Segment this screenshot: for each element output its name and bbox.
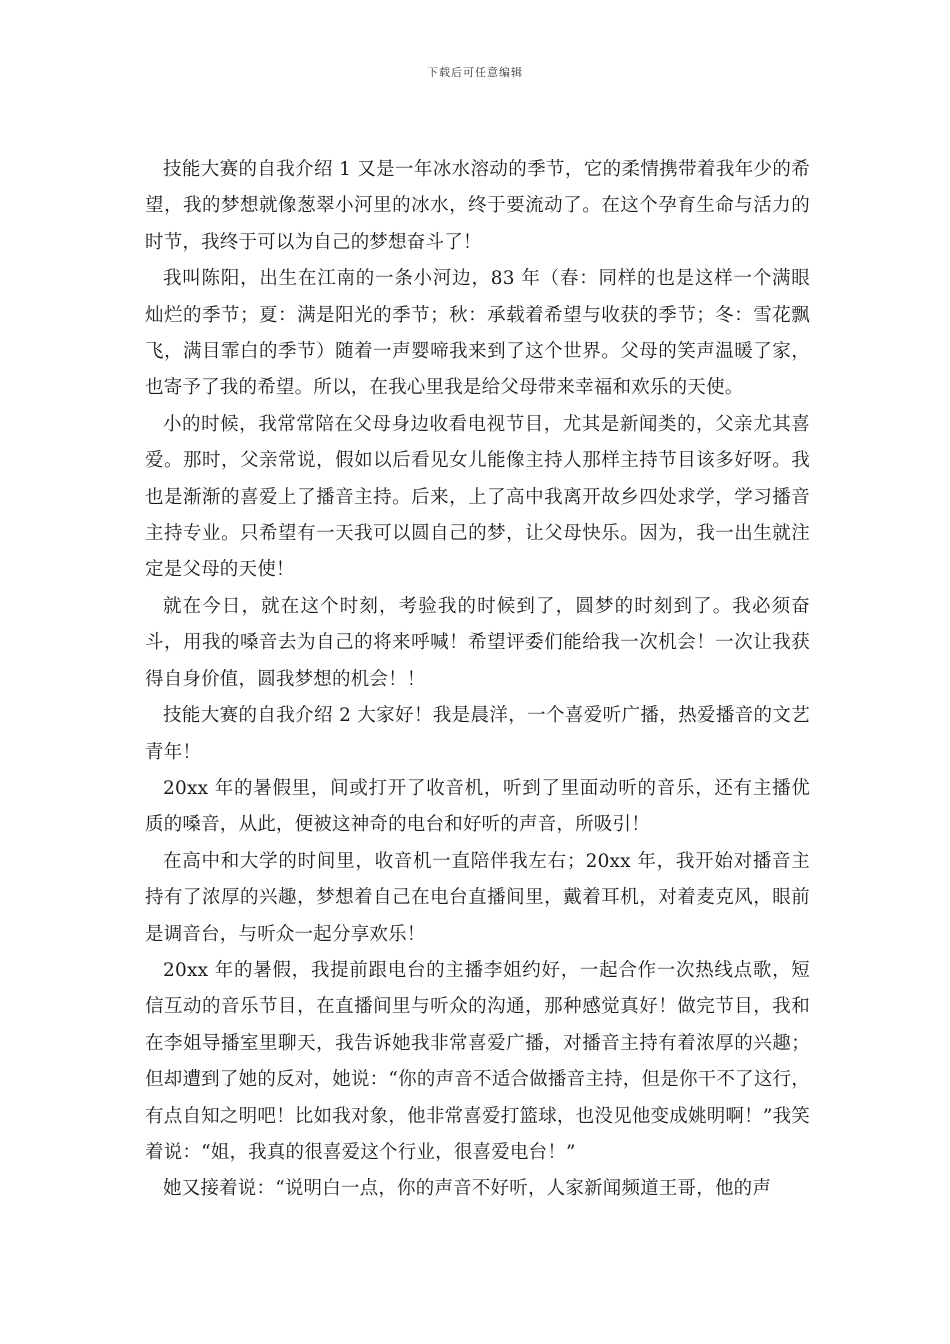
page-header-note: 下载后可任意编辑 xyxy=(427,66,523,79)
paragraph: 20xx 年的暑假里，间或打开了收音机，听到了里面动听的音乐，还有主播优质的嗓音，从此，便被这神奇的电台和好听的声音，所吸引！ xyxy=(145,777,810,836)
paragraph: 在高中和大学的时间里，收音机一直陪伴我左右；20xx 年，我开始对播音主持有了浓厚的兴趣，梦想着自己在电台直播间里，戴着耳机，对着麦克风，眼前是调音台，与听众一起分享欢乐！ xyxy=(145,850,810,945)
paragraph: 20xx 年的暑假，我提前跟电台的主播李姐约好，一起合作一次热线点歌，短信互动的音乐节目，在直播间里与听众的沟通，那种感觉真好！做完节目，我和在李姐导播室里聊天，我告诉她我非常喜爱广播，对播音主持有着浓厚的兴趣；但却遭到了她的反对，她说：“你的声音不适合做播音主持，但是你干不了这行，有点自知之明吧！比如我对象，他非常喜爱打篮球，也没见他变成姚明啊！”我笑着说：“姐，我真的很喜爱这个行业，很喜爱电台！” xyxy=(145,959,810,1163)
paragraph: 就在今日，就在这个时刻，考验我的时候到了，圆梦的时刻到了。我必须奋斗，用我的嗓音去为自己的将来呼喊！希望评委们能给我一次机会！一次让我获得自身价值，圆我梦想的机会！！ xyxy=(145,595,810,690)
document-body xyxy=(145,152,810,1208)
paragraph: 技能大赛的自我介绍 2 大家好！我是晨洋，一个喜爱听广播，热爱播音的文艺青年！ xyxy=(145,705,810,763)
paragraph: 小的时候，我常常陪在父母身边收看电视节目，尤其是新闻类的，父亲尤其喜爱。那时，父亲常说，假如以后看见女儿能像主持人那样主持节目该多好呀。我也是渐渐的喜爱上了播音主持。后来，上了高中我离开故乡四处求学，学习播音主持专业。只希望有一天我可以圆自己的梦，让父母快乐。因为，我一出生就注定是父母的天使！ xyxy=(145,413,810,581)
paragraph: 她又接着说：“说明白一点，你的声音不好听，人家新闻频道王哥，他的声 xyxy=(163,1178,772,1200)
paragraph: 我叫陈阳，出生在江南的一条小河边，83 年（春：同样的也是这样一个满眼灿烂的季节；夏：满是阳光的季节；秋：承载着希望与收获的季节；冬：雪花飘飞，满目霏白的季节）随着一声婴啼我来到了这个世界。父母的笑声温暖了家，也寄予了我的希望。所以，在我心里我是给父母带来幸福和欢乐的天使。 xyxy=(145,268,810,399)
paragraph: 技能大赛的自我介绍 1 又是一年冰水溶动的季节，它的柔情携带着我年少的希望，我的梦想就像葱翠小河里的冰水，终于要流动了。在这个孕育生命与活力的时节，我终于可以为自己的梦想奋斗了！ xyxy=(145,159,810,253)
